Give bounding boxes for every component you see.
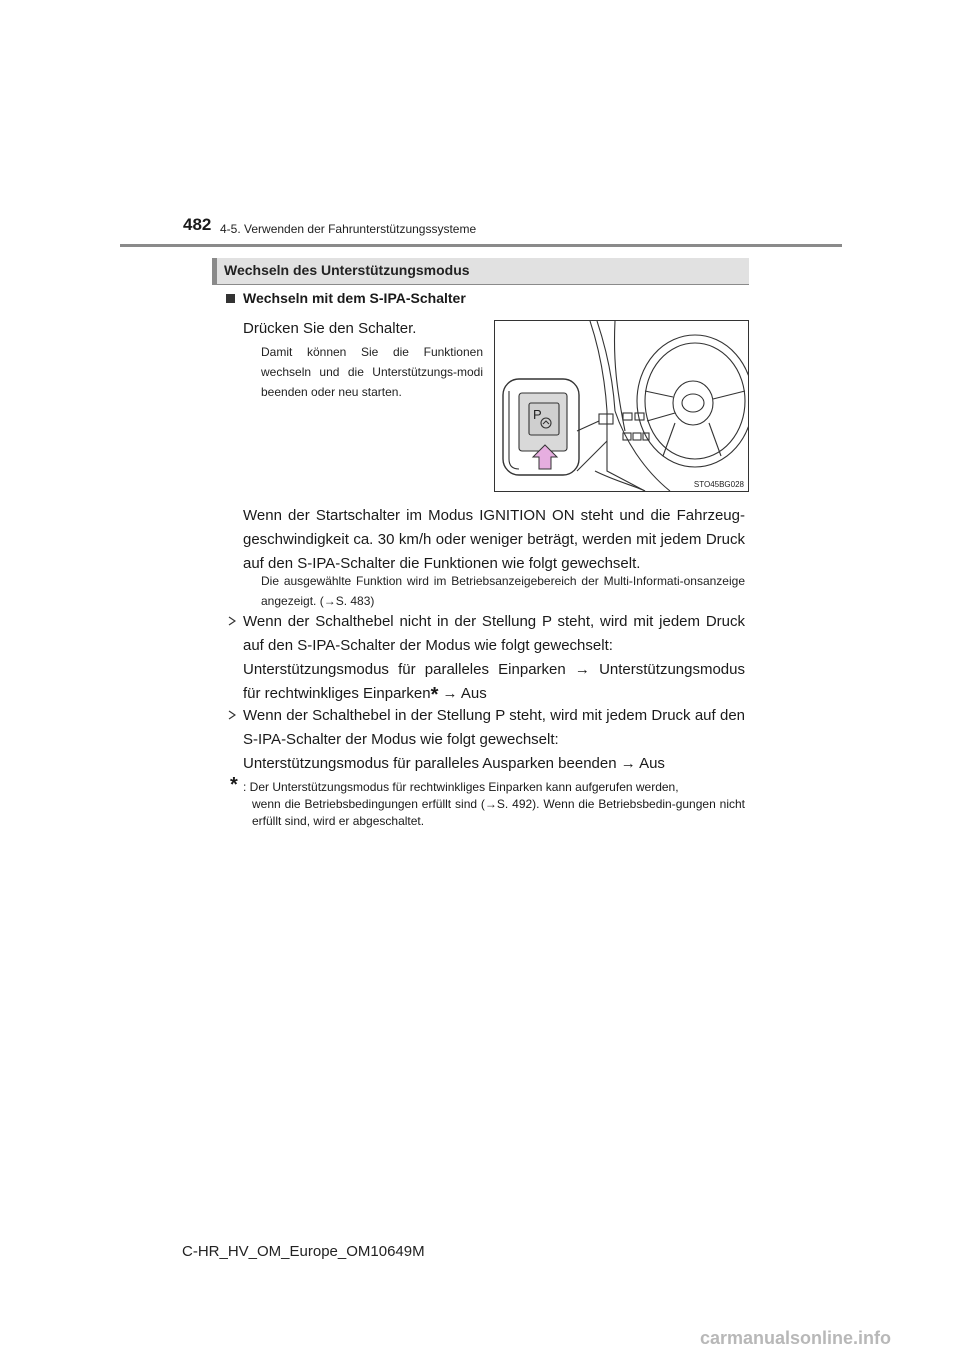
triangle-bullet-icon <box>228 710 236 720</box>
watermark: carmanualsonline.info <box>700 1328 892 1348</box>
section-accent <box>212 258 217 284</box>
footnote-marker: * <box>430 684 439 706</box>
dashboard-illustration <box>495 321 748 491</box>
section-heading <box>212 258 749 284</box>
section-underline <box>212 284 749 285</box>
triangle-bullet-icon <box>228 616 236 626</box>
section-title: Wechseln des Unterstützungsmodus <box>224 262 470 278</box>
sequence-line-2 <box>243 682 745 706</box>
step-note: Damit können Sie die Funktionen wechseln und die Unterstützungs-modi beenden oder neu starten. <box>261 345 483 399</box>
figure-code: STO45BG028 <box>693 480 744 489</box>
sequence-line-2a: für rechtwinkliges Einparken <box>243 685 431 702</box>
bullet-not-park: Wenn der Schalthebel nicht in der Stellung P steht, wird mit jedem Druck auf den S-IPA-Schalter der Modus wie folgt gewechselt: <box>243 613 745 654</box>
footnote-star: * <box>230 774 238 796</box>
subheading <box>226 290 466 306</box>
switch-p-label: P <box>533 407 542 422</box>
footnote-text <box>230 774 745 830</box>
sequence-park: Unterstützungsmodus für paralleles Ausparken beenden → Aus <box>243 755 665 772</box>
footnote-rest: wenn die Betriebsbedingungen erfüllt sind (→S. 492). Wenn die Betriebsbedin-gungen nicht erfüllt sind, wird er abgeschaltet. <box>252 797 745 828</box>
sequence-line-2b: → Aus <box>438 685 487 702</box>
document-id: C-HR_HV_OM_Europe_OM10649M <box>182 1243 425 1260</box>
bullet-park: Wenn der Schalthebel in der Stellung P steht, wird mit jedem Druck auf den S-IPA-Schalter der Modus wie folgt gewechselt: <box>243 707 745 748</box>
mode-description: Wenn der Startschalter im Modus IGNITION ON steht und die Fahrzeug-geschwindigkeit ca. 30 km/h oder weniger beträgt, werden mit jedem Druck auf den S-IPA-Schalter die Funktionen wie folgt gewechselt. <box>243 507 745 572</box>
step-instruction: Drücken Sie den Schalter. <box>243 320 417 337</box>
footnote-first-line: : Der Unterstützungsmodus für rechtwinkliges Einparken kann aufgerufen werden, <box>243 780 679 794</box>
chapter-title: 4-5. Verwenden der Fahrunterstützungssysteme <box>220 222 477 236</box>
mode-description-note: Die ausgewählte Funktion wird im Betriebsanzeigebereich der Multi-Informati-onsanzeige angezeigt. (→S. 483) <box>261 574 745 608</box>
header-rule <box>120 244 842 247</box>
sequence-line-1: Unterstützungsmodus für paralleles Einparken → Unterstützungsmodus <box>243 661 745 678</box>
switch-illustration <box>494 320 749 492</box>
page-number: 482 <box>183 215 212 234</box>
footnote <box>230 774 745 830</box>
square-bullet-icon <box>226 294 235 303</box>
subheading-text: Wechseln mit dem S-IPA-Schalter <box>243 290 466 306</box>
sequence-not-park <box>243 658 745 706</box>
